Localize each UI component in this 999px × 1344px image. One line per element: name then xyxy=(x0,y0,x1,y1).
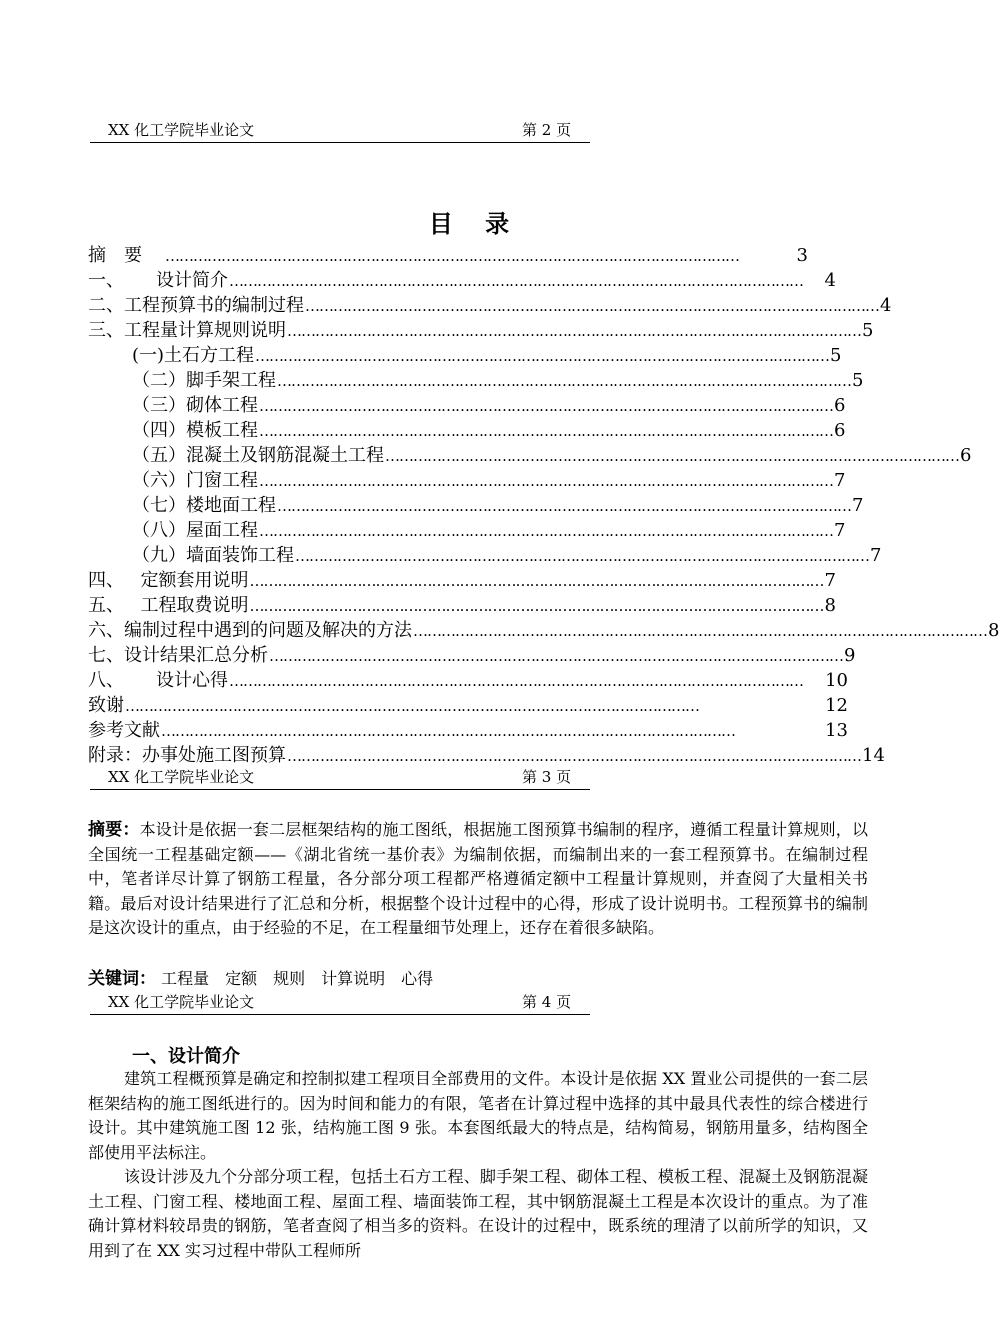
toc-entry[interactable] xyxy=(132,468,846,493)
toc-entry-number: （六） xyxy=(132,470,186,491)
toc-entry-number: 附录： xyxy=(88,745,142,766)
toc-entry-label: 楼地面工程 xyxy=(186,495,276,516)
toc-entry-page: 8 xyxy=(988,620,999,641)
toc-leader-dots: …………………………………………………………………………………………………………… xyxy=(229,672,803,690)
toc-entry-number: （九） xyxy=(132,545,186,566)
body-paragraph: 该设计涉及九个分部分项工程，包括土石方工程、脚手架工程、砌体工程、模板工程、混凝土及钢筋混凝土工程、门窗工程、楼地面工程、屋面工程、墙面装饰工程，其中钢筋混凝土工程是本次设计的重点。为了准确计算材料较昂贵的钢筋，笔者查阅了相当多的资料。在设计的过程中，既系统的理清了以前所学的知识，又用到了在 XX 实习过程中带队工程师所 xyxy=(88,1167,868,1260)
toc-entry-label: 工程量计算规则说明 xyxy=(124,320,286,341)
toc-entry-number: （五） xyxy=(132,445,186,466)
toc-entry-number: 二、 xyxy=(88,295,124,316)
header-page-number: 第 3 页 xyxy=(522,768,572,786)
toc-entry-label: 编制过程中遇到的问题及解决的方法 xyxy=(124,620,412,641)
toc-entry-page: 4 xyxy=(824,270,836,291)
toc-entry-page: 4 xyxy=(880,295,892,316)
toc-entry-number: （三） xyxy=(132,395,186,416)
toc-entry[interactable] xyxy=(132,368,864,393)
body-paragraph: 建筑工程概预算是确定和控制拟建工程项目全部费用的文件。本设计是依据 XX 置业公司提供的一套二层框架结构的施工图纸进行的。因为时间和能力的有限，笔者在计算过程中选择的其中最具代表性的综合楼进行设计。其中建筑施工图 12 张，结构施工图 9 张。本套图纸最大的特点是，结构简易，钢筋用量多，结构图全部使用平法标注。 xyxy=(88,1069,868,1162)
toc-leader-dots: …………………………………………………………………………………………………………… xyxy=(277,372,851,390)
toc-entry-page: 7 xyxy=(870,545,882,566)
toc-entry-page: 5 xyxy=(862,320,874,341)
toc-entry-page: 7 xyxy=(852,495,864,516)
toc-leader-dots: …………………………………………………………………………………………………………… xyxy=(165,247,739,265)
toc-entry-number: （七） xyxy=(132,495,186,516)
keywords-line xyxy=(88,967,433,991)
toc-entry-label: 设计心得 xyxy=(156,670,228,691)
toc-entry[interactable] xyxy=(88,643,856,668)
toc-entry-number: 五、 xyxy=(88,595,124,616)
header-page-number: 第 4 页 xyxy=(522,993,572,1011)
section-heading: 一、设计简介 xyxy=(132,1046,240,1067)
toc-entry-page: 13 xyxy=(825,720,848,741)
toc-leader-dots: …………………………………………………………………………………………………………… xyxy=(229,272,803,290)
toc-entry-label: 土石方工程 xyxy=(164,345,255,366)
keywords-text: 工程量 定额 规则 计算说明 心得 xyxy=(161,969,434,988)
toc-entry[interactable] xyxy=(88,743,885,768)
toc-leader-dots: …………………………………………………………………………………………………………… xyxy=(259,397,833,415)
toc-entry-label: 办事处施工图预算 xyxy=(142,745,286,766)
toc-entry-label: 脚手架工程 xyxy=(186,370,276,391)
toc-leader-dots: …………………………………………………………………………………………………………… xyxy=(269,647,843,665)
toc-entry[interactable] xyxy=(88,318,874,343)
toc-entry-number: （八） xyxy=(132,520,186,541)
toc-entry-page: 7 xyxy=(834,470,846,491)
toc-entry-page: 10 xyxy=(825,670,848,691)
toc-entry[interactable] xyxy=(132,518,846,543)
keywords-heading: 关键词： xyxy=(88,969,156,989)
toc-entry-label: 定额套用说明 xyxy=(140,570,249,591)
toc-entry-label: 模板工程 xyxy=(186,420,258,441)
toc-entry[interactable] xyxy=(132,493,864,518)
toc-entry-number: 摘 要 xyxy=(88,245,142,266)
toc-entry-label: 门窗工程 xyxy=(186,470,258,491)
toc-leader-dots: …………………………………………………………………………………………………………… xyxy=(161,722,735,740)
toc-entry-label: 混凝土及钢筋混凝土工程 xyxy=(186,445,384,466)
toc-entry-page: 6 xyxy=(834,395,846,416)
toc-entry-number: 参考文献 xyxy=(88,720,160,741)
toc-entry-page: 7 xyxy=(824,570,836,591)
abstract-heading: 摘要： xyxy=(88,820,140,840)
abstract-text: 本设计是依据一套二层框架结构的施工图纸，根据施工图预算书编制的程序，遵循工程量计算规则，以全国统一工程基础定额——《湖北省统一基价表》为编制依据，而编制出来的一套工程预算书。在编制过程中，笔者详尽计算了钢筋工程量，各分部分项工程都严格遵循定额中工程量计算规则，并查阅了大量相关书籍。最后对设计结果进行了汇总和分析，根据整个设计过程中的心得，形成了设计说明书。工程预算书的编制是这次设计的重点，由于经验的不足，在工程量细节处理上，还存在着很多缺陷。 xyxy=(88,820,868,937)
toc-entry-page: 12 xyxy=(825,695,848,716)
toc-entry-number: (一) xyxy=(132,345,165,366)
toc-entry-page: 7 xyxy=(834,520,846,541)
toc-entry[interactable] xyxy=(88,243,808,268)
toc-entry-label: 工程预算书的编制过程 xyxy=(124,295,304,316)
toc-entry-label: 工程取费说明 xyxy=(140,595,249,616)
page-header-3 xyxy=(90,767,590,790)
toc-entry-number: 四、 xyxy=(88,570,124,591)
toc-leader-dots: …………………………………………………………………………………………………………… xyxy=(295,547,869,565)
toc-entry[interactable] xyxy=(132,343,842,368)
toc-entry-label: 设计简介 xyxy=(156,270,228,291)
toc-leader-dots: …………………………………………………………………………………………………………… xyxy=(259,422,833,440)
toc-entry-number: 八、 xyxy=(88,670,124,691)
toc-entry[interactable] xyxy=(132,418,846,443)
toc-entry-label: 设计结果汇总分析 xyxy=(124,645,268,666)
toc-entry-number: 三、 xyxy=(88,320,124,341)
toc-leader-dots: …………………………………………………………………………………………………………… xyxy=(277,497,851,515)
toc-entry[interactable] xyxy=(132,543,882,568)
header-school: XX 化工学院毕业论文 xyxy=(108,768,255,786)
toc-entry[interactable] xyxy=(88,593,836,618)
toc-leader-dots: …………………………………………………………………………………………………………… xyxy=(249,597,824,615)
header-school: XX 化工学院毕业论文 xyxy=(108,993,255,1011)
toc-leader-dots: …………………………………………………………………………………………………………… xyxy=(287,322,861,340)
header-school: XX 化工学院毕业论文 xyxy=(108,121,255,139)
toc-entry[interactable] xyxy=(88,568,836,593)
header-page-number: 第 2 页 xyxy=(522,121,572,139)
toc-entry[interactable] xyxy=(132,443,972,468)
toc-entry-page: 3 xyxy=(796,245,808,266)
toc-entry-label: 屋面工程 xyxy=(186,520,258,541)
toc-entry[interactable] xyxy=(88,268,836,293)
toc-entry-number: 致谢 xyxy=(88,695,124,716)
toc-entry-page: 8 xyxy=(824,595,836,616)
toc-entry[interactable] xyxy=(88,293,892,318)
toc-entry[interactable] xyxy=(88,693,848,718)
toc-entry-page: 14 xyxy=(862,745,885,766)
toc-entry-page: 5 xyxy=(852,370,864,391)
toc-entry[interactable] xyxy=(88,618,999,643)
toc-entry-number: 六、 xyxy=(88,620,124,641)
abstract-paragraph xyxy=(88,818,868,941)
toc-leader-dots: …………………………………………………………………………………………………………… xyxy=(249,572,824,590)
page-header-2 xyxy=(90,120,590,143)
toc-entry-page: 6 xyxy=(834,420,846,441)
toc-entry-number: （四） xyxy=(132,420,186,441)
toc-leader-dots: …………………………………………………………………………………………………………… xyxy=(413,622,987,640)
toc-leader-dots: …………………………………………………………………………………………………………… xyxy=(125,697,699,715)
toc-leader-dots: …………………………………………………………………………………………………………… xyxy=(305,297,879,315)
toc-leader-dots: …………………………………………………………………………………………………………… xyxy=(255,347,830,365)
toc-leader-dots: …………………………………………………………………………………………………………… xyxy=(385,447,959,465)
toc-entry[interactable] xyxy=(88,668,848,693)
toc-entry-label: 墙面装饰工程 xyxy=(186,545,294,566)
toc-entry-number: 一、 xyxy=(88,270,124,291)
toc-entry-label: 砌体工程 xyxy=(186,395,258,416)
toc-entry[interactable] xyxy=(88,718,848,743)
toc-entry[interactable] xyxy=(132,393,846,418)
toc-entry-page: 6 xyxy=(960,445,972,466)
toc-entry-page: 9 xyxy=(844,645,856,666)
toc-leader-dots: …………………………………………………………………………………………………………… xyxy=(287,747,861,765)
toc-entry-page: 5 xyxy=(830,345,842,366)
toc-entry-number: 七、 xyxy=(88,645,124,666)
toc-title: 目 录 xyxy=(428,210,522,238)
page-header-4 xyxy=(90,992,590,1015)
toc-leader-dots: …………………………………………………………………………………………………………… xyxy=(259,522,833,540)
toc-leader-dots: …………………………………………………………………………………………………………… xyxy=(259,472,833,490)
toc-entry-number: （二） xyxy=(132,370,186,391)
